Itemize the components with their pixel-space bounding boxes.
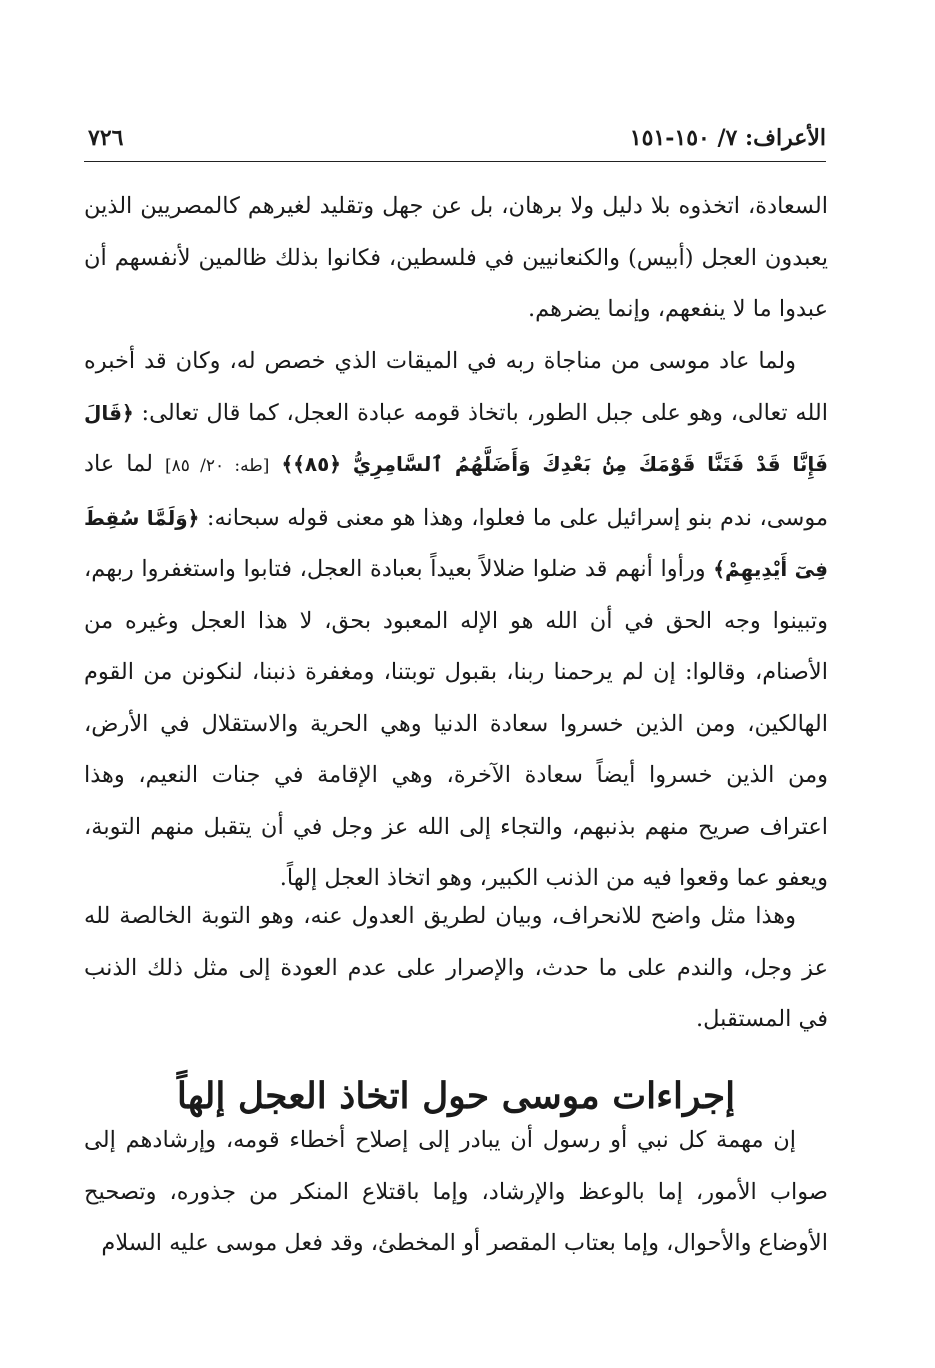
paragraph-2-part-2: لما عاد موسى، ندم بنو إسرائيل على ما فعلوا، وهذا هو معنى قوله سبحانه:: [84, 451, 828, 531]
running-head: [88, 118, 826, 158]
paragraph-2-part-3: ورأوا أنهم قد ضلوا ضلالاً بعيداً بعبادة العجل، فتابوا واستغفروا ربهم، وتبينوا وجه الحق في أن الله هو الإله المعبود بحق، لا هذا العجل وغيره من الأصنام، وقالوا: إن لم يرحمنا ربنا، بقبول توبتنا، ومغفرة ذنبنا، لنكونن من القوم الهالكين، ومن الذين خسروا سعادة الدنيا وهي الحرية والاستقلال في الأرض، ومن الذين خسروا أيضاً سعادة الآخرة، وهي الإقامة في جنات النعيم، وهذا اعتراف صريح منهم بذنبهم، والتجاء إلى الله عز وجل في أن يتقبل منهم التوبة، ويعفو عما وقعوا فيه من الذنب الكبير، وهو اتخاذ العجل إلهاً.: [84, 556, 828, 891]
header-divider: [84, 161, 826, 162]
paragraph-1: [84, 181, 828, 336]
paragraph-3-text: وهذا مثل واضح للانحراف، وبيان لطريق العدول عنه، وهو التوبة الخالصة لله عز وجل، والندم على ما حدث، والإصرار على عدم العودة إلى مثل ذلك الذنب في المستقبل.: [84, 903, 828, 1032]
page-number: ٧٢٦: [88, 125, 124, 151]
paragraph-2: [84, 336, 828, 905]
paragraph-1-text: السعادة، اتخذوه بلا دليل ولا برهان، بل عن جهل وتقليد لغيرهم كالمصريين الذين يعبدون العجل (أبيس) والكنعانيين في فلسطين، فكانوا بذلك ظالمين لأنفسهم أن عبدوا ما لا ينفعهم، وإنما يضرهم.: [84, 193, 828, 322]
paragraph-3: [84, 891, 828, 1046]
paragraph-2-part-1: ولما عاد موسى من مناجاة ربه في الميقات الذي خصص له، وكان قد أخبره الله تعالى، وهو على جبل الطور، باتخاذ قومه عبادة العجل، كما قال تعالى:: [84, 348, 828, 426]
section-paragraph: [84, 1115, 828, 1270]
quran-verse-2: ﴿وَلَمَّا سُقِطَ فِىٓ أَيْدِيهِمْ﴾: [84, 505, 829, 581]
quran-verse-1: ﴿قَالَ فَإِنَّا قَدْ فَتَنَّا قَوْمَكَ مِنۢ بَعْدِكَ وَأَضَلَّهُمُ ٱلسَّامِرِيُّ ﴿٨٥﴾﴾: [84, 400, 828, 476]
verse-citation-1: [طه: ٢٠/ ٨٥]: [165, 456, 270, 476]
paragraph-2-text: [84, 336, 828, 905]
chapter-reference: الأعراف: ٧/ ١٥٠-١٥١: [629, 125, 826, 151]
section-heading: إجراءات موسى حول اتخاذ العجل إلهاً: [176, 1074, 736, 1117]
section-paragraph-text: إن مهمة كل نبي أو رسول أن يبادر إلى إصلاح أخطاء قومه، وإرشادهم إلى صواب الأمور، إما بالوعظ والإرشاد، وإما باقتلاع المنكر من جذوره، وتصحيح الأوضاع والأحوال، وإما بعتاب المقصر أو المخطئ، وقد فعل موسى عليه السلام: [84, 1127, 828, 1256]
